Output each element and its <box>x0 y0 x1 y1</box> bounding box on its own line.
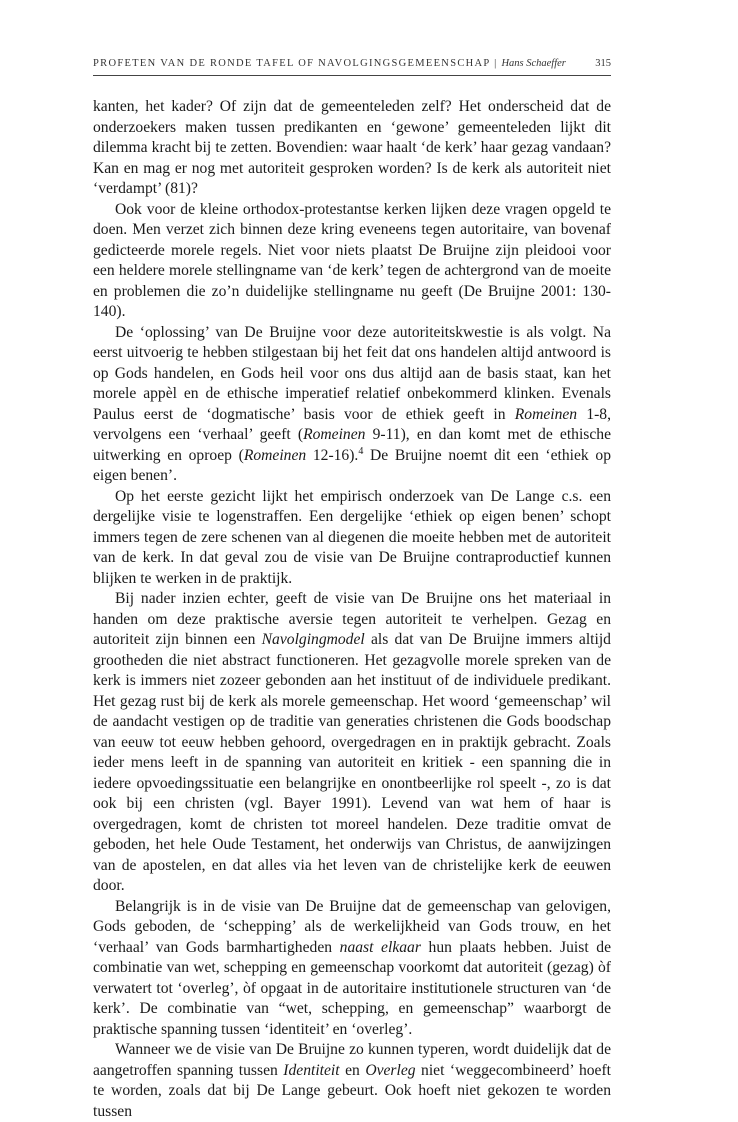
italic-run: Navolgingmodel <box>261 631 365 648</box>
text-run: als dat van De Bruijne immers altijd grootheden die niet abstract functioneren. Het gezagvolle morele spreken van de kerk is immers niet zozeer gebonden aan het instituut of de individuele predikant. Het gezag rust bij de kerk als morele gemeenschap. Het woord ‘gemeenschap’ wil de aandacht vestigen op de traditie van generaties christenen die Gods boodschap van eeuw tot eeuw hebben gehoord, overgedragen en in praktijk gebracht. Zoals ieder mens leeft in de spanning van autoriteit en kritiek - een spanning die in iedere opvoedingssituatie een belangrijke en onontbeerlijke rol speelt -, zo is dat ook bij een christen (vgl. Bayer 1991). Levend van wat hem of haar is overgedragen, komt de christen tot moreel handelen. Deze traditie omvat de geboden, het hele Oude Testament, het onderwijs van Christus, de aanwijzingen van de apostelen, en dat alles via het leven van de christelijke kerk de eeuwen door. <box>93 631 611 894</box>
footnote-marker[interactable]: 4 <box>358 445 364 457</box>
header-author: Hans Schaeffer <box>501 58 566 69</box>
paragraph <box>93 897 611 1041</box>
paragraph <box>93 323 611 487</box>
running-title-line <box>93 58 566 69</box>
header-separator: | <box>494 58 498 69</box>
text-run: Wanneer we de visie van De Bruijne zo kunnen typeren, wordt duidelijk dat de aangetroffen spanning tussen <box>93 1041 611 1079</box>
page-number: 315 <box>595 58 611 69</box>
running-header <box>93 58 611 69</box>
italic-run: Overleg <box>365 1061 416 1079</box>
text-run: De ‘oplossing’ van De Bruijne voor deze autoriteitskwestie is als volgt. Na eerst uitvoerig te hebben stilgestaan bij het feit dat ons handelen altijd antwoord is op Gods handelen, en Gods heil voor ons dus altijd aan de basis staat, kan het morele appèl en de ethische imperatief relatief onbekommerd klinken. Evenals Paulus eerst de ‘dogmatische’ basis voor de ethiek geeft in <box>93 323 611 423</box>
text-run: kanten, het kader? Of zijn dat de gemeenteleden zelf? Het onderscheid dat de onderzoekers maken tussen predikanten en ‘gewone’ gemeenteleden lijkt dit dilemma kracht bij te zetten. Bovendien: waar haalt ‘de kerk’ haar gezag vandaan? Kan en mag er nog met autoriteit gesproken worden? Is de kerk als autoriteit niet ‘verdampt’ (81)? <box>93 98 611 197</box>
text-run: hun plaats hebben. Juist de combinatie van wet, schepping en gemeenschap voorkomt dat autoriteit (gezag) òf verwatert tot ‘overleg’, òf opgaat in de autoritaire institutionele structuren van ‘de kerk’. De combinatie van “wet, schepping, en gemeenschap” waarborgt de praktische spanning tussen ‘identiteit’ en ‘overleg’. <box>93 938 611 1038</box>
running-title: PROFETEN VAN DE RONDE TAFEL OF NAVOLGINGSGEMEENSCHAP <box>93 58 491 69</box>
body-text <box>93 97 611 1122</box>
italic-run: Romeinen <box>243 446 307 464</box>
text-run: De Bruijne noemt dit een ‘ethiek op eigen benen’. <box>93 446 611 484</box>
italic-run: naast elkaar <box>339 938 421 956</box>
text-run: en <box>339 1061 366 1079</box>
text-run: Belangrijk is in de visie van De Bruijne dat de gemeenschap van gelovigen, Gods geboden, de ‘schepping’ als de werkelijkheid van Gods trouw, en het ‘verhaal’ van Gods barmhartigheden <box>93 897 611 956</box>
text-run: niet ‘weggecombineerd’ hoeft te worden, zoals dat bij De Lange gebeurt. Ook hoeft niet gekozen te worden tussen <box>93 1061 611 1120</box>
italic-run: Romeinen <box>303 426 366 443</box>
paragraph <box>93 200 611 323</box>
paragraph <box>93 97 611 200</box>
paragraph <box>93 1040 611 1122</box>
text-run: Bij nader inzien echter, geeft de visie van De Bruijne ons het materiaal in handen om deze praktische aversie tegen autoriteit te verhelpen. Gezag en autoriteit zijn binnen een <box>93 590 611 648</box>
text-run: 9-11), en dan komt met de ethische uitwerking en oproep ( <box>93 426 611 464</box>
italic-run: Romeinen <box>514 405 578 423</box>
paragraph <box>93 487 611 590</box>
header-rule <box>93 75 611 76</box>
text-run: Op het eerste gezicht lijkt het empirisch onderzoek van De Lange c.s. een dergelijke visie te logenstraffen. Een dergelijke ‘ethiek op eigen benen’ schopt immers tegen de zere schenen van al diegenen die moeite hebben met de autoriteit van de kerk. In dat geval zou de visie van De Bruijne contraproductief kunnen blijken te werken in de praktijk. <box>93 487 611 587</box>
paragraph <box>93 589 611 897</box>
text-run: 12-16). <box>306 446 359 464</box>
italic-run: Identiteit <box>283 1061 340 1079</box>
text-run: Ook voor de kleine orthodox-protestantse kerken lijken deze vragen opgeld te doen. Men verzet zich binnen deze kring eveneens tegen autoritaire, van bovenaf gedicteerde morele regels. Niet voor niets plaatst De Bruijne zijn pleidooi voor een heldere morele stellingname van ‘de kerk’ tegen de achtergrond van de moeite en problemen die zo’n duidelijke stellingname nu geeft (De Bruijne 2001: 130-140). <box>93 200 611 320</box>
text-run: 1-8, vervolgens een ‘verhaal’ geeft ( <box>93 405 612 443</box>
